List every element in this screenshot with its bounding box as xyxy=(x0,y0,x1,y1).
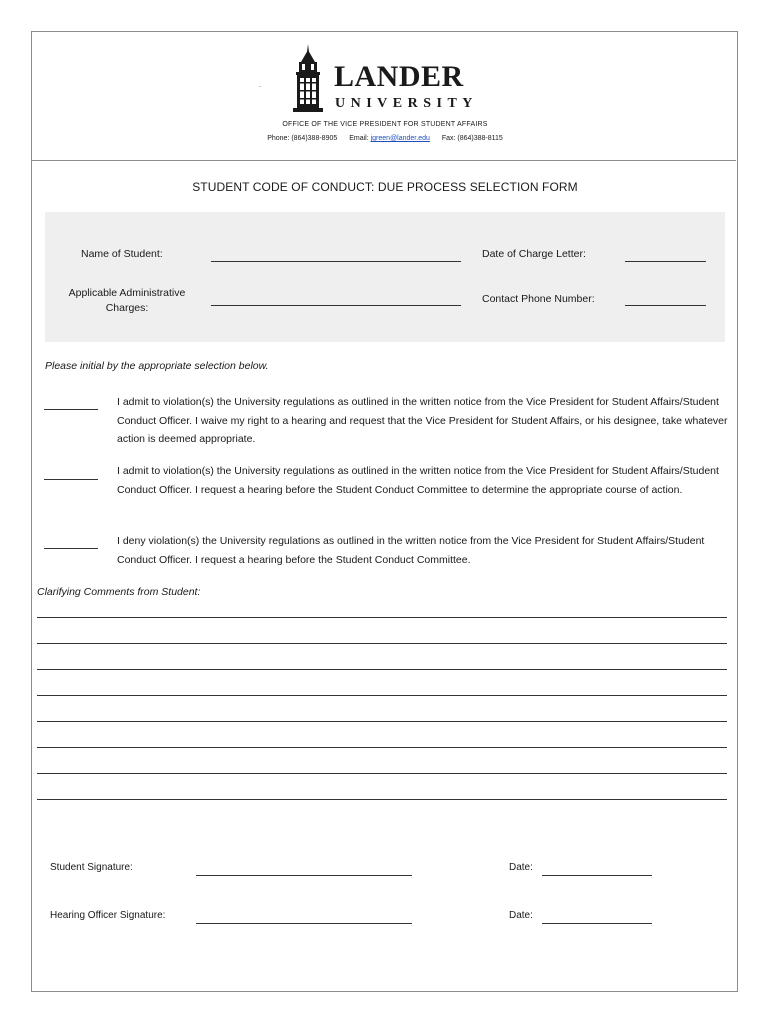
name-label: Name of Student: xyxy=(81,248,163,260)
charge-date-field[interactable] xyxy=(625,261,706,262)
comment-line[interactable] xyxy=(37,669,727,670)
name-field[interactable] xyxy=(211,261,461,262)
email-label: Email: xyxy=(349,135,369,142)
comment-line[interactable] xyxy=(37,799,727,800)
initial-field-3[interactable] xyxy=(44,548,98,549)
initial-field-1[interactable] xyxy=(44,409,98,410)
logo-subword: UNIVERSITY xyxy=(335,96,478,111)
header-divider xyxy=(31,160,736,161)
charges-label-line1: Applicable Administrative xyxy=(68,287,186,299)
bell-tower-icon xyxy=(288,44,328,112)
comment-line[interactable] xyxy=(37,695,727,696)
logo-wordmark: LANDER xyxy=(334,60,464,93)
phone-label: Contact Phone Number: xyxy=(482,293,595,305)
comments-label: Clarifying Comments from Student: xyxy=(37,586,201,598)
comment-line[interactable] xyxy=(37,747,727,748)
charges-label-line2: Charges: xyxy=(105,302,149,314)
instruction-text: Please initial by the appropriate selection below. xyxy=(45,360,269,372)
email-group xyxy=(349,135,430,142)
option-text-3: I deny violation(s) the University regulations as outlined in the written notice from the Vice President for Student Affairs/Student Conduct Officer. I request a hearing before the Student Conduct Committee. xyxy=(117,535,705,566)
student-info-box xyxy=(45,212,725,342)
charge-date-label: Date of Charge Letter: xyxy=(482,248,586,260)
initial-field-2[interactable] xyxy=(44,479,98,480)
charges-field[interactable] xyxy=(211,305,461,306)
form-page xyxy=(31,31,738,992)
form-title: STUDENT CODE OF CONDUCT: DUE PROCESS SELECTION FORM xyxy=(192,180,578,194)
stray-mark: . xyxy=(259,80,262,89)
comment-line[interactable] xyxy=(37,617,727,618)
fax-text: Fax: (864)388-8115 xyxy=(441,135,503,142)
phone-field[interactable] xyxy=(625,305,706,306)
option-text-2: I admit to violation(s) the University regulations as outlined in the written notice from the Vice President for Student Affairs/Student Conduct Officer. I request a hearing before the Student Conduct Committee to determine the appropriate course of action. xyxy=(117,465,719,496)
option-text-1: I admit to violation(s) the University regulations as outlined in the written notice from the Vice President for Student Affairs/Student Conduct Officer. I waive my right to a hearing and request that the Vice President for Student Affairs, or his designee, take whatever action is deemed appropriate. xyxy=(117,396,728,445)
officer-date-label: Date: xyxy=(509,910,533,921)
student-signature-field[interactable] xyxy=(196,875,412,876)
contact-line xyxy=(32,135,738,142)
email-link[interactable]: jgreen@lander.edu xyxy=(370,135,430,142)
office-title: OFFICE OF THE VICE PRESIDENT FOR STUDENT AFFAIRS xyxy=(282,121,488,128)
student-signature-label: Student Signature: xyxy=(50,862,133,873)
comment-line[interactable] xyxy=(37,773,727,774)
student-date-field[interactable] xyxy=(542,875,652,876)
charges-label xyxy=(57,286,197,316)
comment-line[interactable] xyxy=(37,721,727,722)
officer-date-field[interactable] xyxy=(542,923,652,924)
phone-text: Phone: (864)388-8905 xyxy=(267,135,338,142)
officer-signature-label: Hearing Officer Signature: xyxy=(50,910,166,921)
officer-signature-field[interactable] xyxy=(196,923,412,924)
student-date-label: Date: xyxy=(509,862,533,873)
comment-line[interactable] xyxy=(37,643,727,644)
